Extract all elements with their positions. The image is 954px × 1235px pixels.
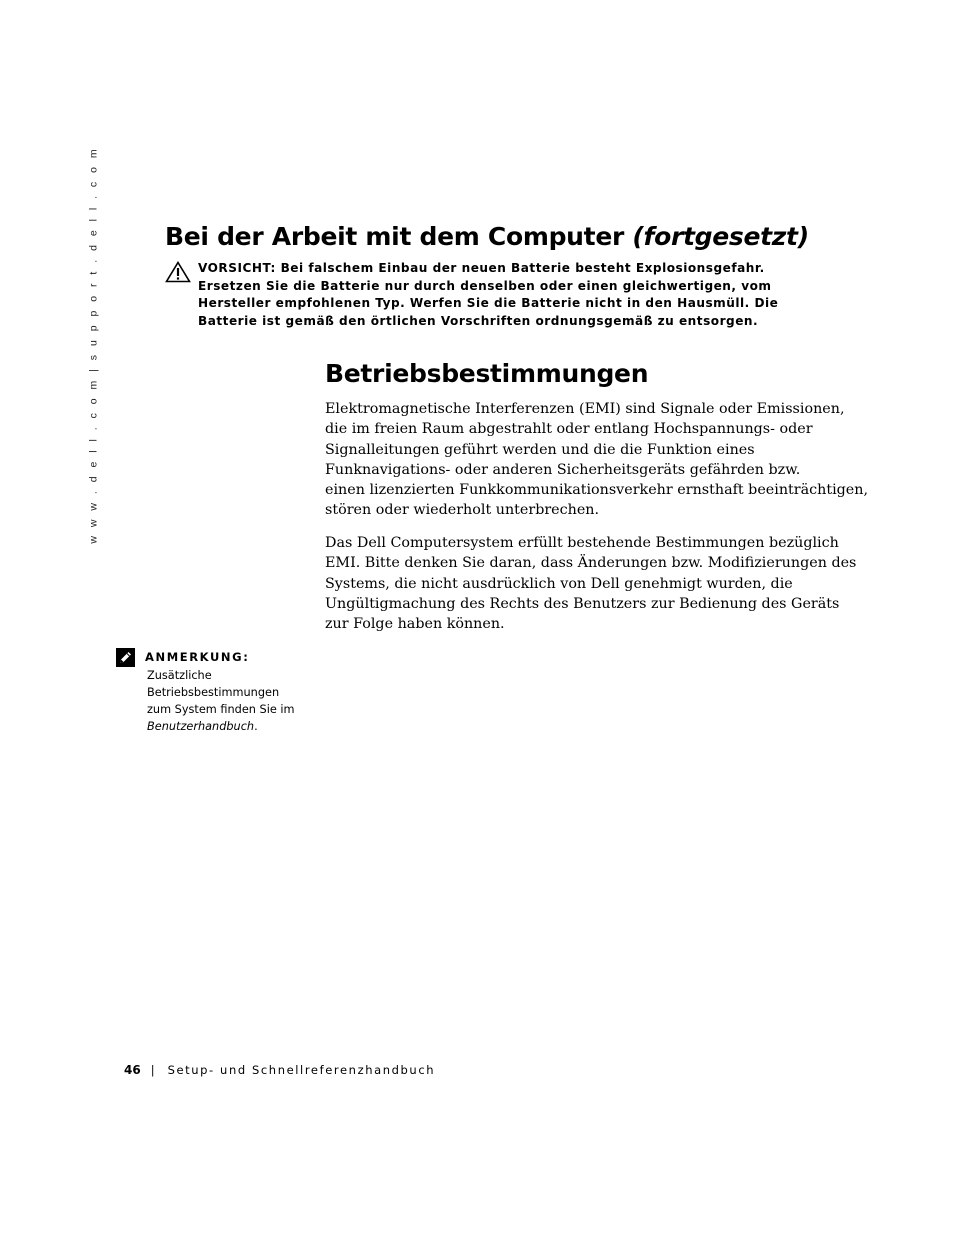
paragraph-line: einen lizenzierten Funkkommunikationsverkehr ernsthaft beeinträchtigen, [325, 482, 869, 499]
footer-title: Setup- und Schnellreferenzhandbuch [167, 1063, 436, 1077]
note-block [116, 648, 316, 735]
heading-main: Bei der Arbeit mit dem Computer [165, 222, 624, 251]
note-text [116, 667, 316, 735]
caution-block [165, 260, 805, 330]
paragraph-dell-compliance [325, 533, 857, 634]
caution-text [165, 260, 805, 330]
note-pencil-icon [116, 648, 135, 667]
paragraph-emi [325, 399, 869, 521]
paragraph-line: Signalleitungen geführt werden und die die Funktion eines [325, 441, 755, 458]
paragraph-line: zur Folge haben können. [325, 616, 505, 633]
paragraph-line: Systems, die nicht ausdrücklich von Dell genehmigt wurden, die [325, 575, 793, 592]
sidebar-url-text: w w w . d e l l . c o m | s u p p o r t . d e l l . c o m [88, 145, 100, 544]
heading-continued: (fortgesetzt) [632, 222, 809, 251]
caution-line: Hersteller empfohlenen Typ. Werfen Sie die Batterie nicht in den Hausmüll. Die [198, 296, 779, 310]
paragraph-line: EMI. Bitte denken Sie daran, dass Änderungen bzw. Modifizierungen des [325, 555, 857, 572]
page-footer [124, 1062, 435, 1078]
caution-line: Batterie ist gemäß den örtlichen Vorschriften ordnungsgemäß zu entsorgen. [198, 313, 759, 328]
caution-line: VORSICHT: Bei falschem Einbau der neuen Batterie besteht Explosionsgefahr. [198, 261, 765, 275]
note-line: Zusätzliche [147, 669, 212, 682]
note-line-last [147, 718, 316, 735]
paragraph-line: Funknavigations- oder anderen Sicherheitsgeräts gefährden bzw. [325, 461, 801, 478]
paragraph-line: Das Dell Computersystem erfüllt bestehende Bestimmungen bezüglich [325, 535, 839, 551]
note-label: ANMERKUNG: [145, 650, 250, 664]
note-line: Betriebsbestimmungen [147, 686, 280, 699]
footer-separator: | [150, 1063, 155, 1077]
caution-line: Ersetzen Sie die Batterie nur durch denselben oder einen gleichwertigen, vom [198, 278, 772, 293]
warning-triangle-icon [165, 261, 191, 283]
note-end: . [254, 720, 258, 733]
manual-title: Benutzerhandbuch [147, 720, 255, 733]
paragraph-line: die im freien Raum abgestrahlt oder entlang Hochspannungs- oder [325, 421, 813, 438]
note-line: zum System finden Sie im [147, 703, 295, 716]
paragraph-line: Ungültigmachung des Rechts des Benutzers zur Bedienung des Geräts [325, 595, 840, 612]
section-heading [165, 222, 809, 251]
paragraph-line: Elektromagnetische Interferenzen (EMI) sind Signale oder Emissionen, [325, 401, 845, 417]
page-number: 46 [124, 1063, 141, 1077]
sidebar-url [85, 145, 103, 544]
paragraph-line: stören oder wiederholt unterbrechen. [325, 502, 600, 519]
subsection-title: Betriebsbestimmungen [325, 359, 649, 388]
